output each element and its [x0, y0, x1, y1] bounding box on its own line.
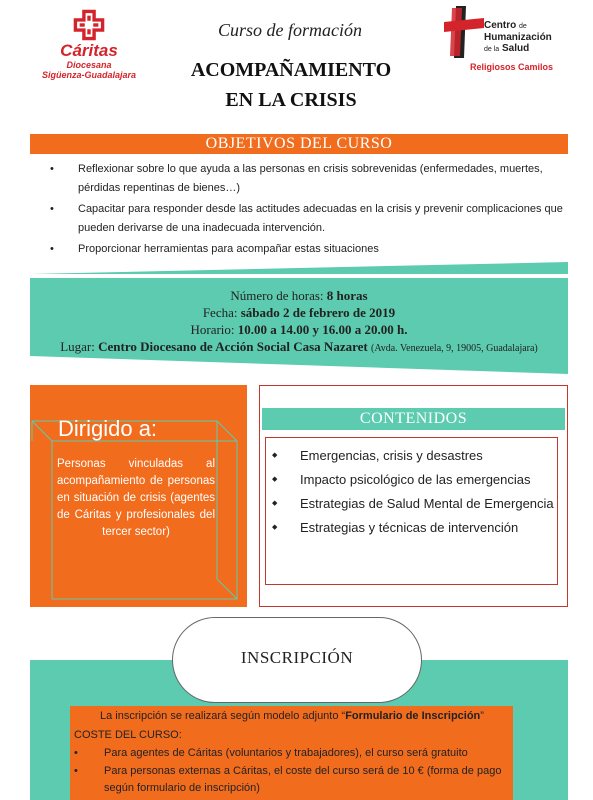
inscripcion-heading: INSCRIPCIÓN [240, 648, 354, 667]
date-value: sábado 2 de febrero de 2019 [240, 305, 396, 320]
schedule-value: 10.00 a 14.00 y 16.00 a 20.00 h. [237, 322, 408, 337]
inscripcion-instructions [100, 710, 484, 722]
caritas-name: Cáritas [60, 41, 118, 60]
dirigido-title: Dirigido a: [58, 416, 158, 441]
teal-wedge [30, 356, 568, 374]
chs-line3: Salud [501, 43, 530, 54]
objetivo-item: • Proporcionar herramientas para acompañar estas situaciones [50, 240, 565, 259]
inscripcion-prefix: La inscripción se realizará según modelo adjunto “ [100, 710, 346, 722]
chs-name [484, 20, 552, 55]
camillian-cross-icon [442, 6, 486, 58]
caritas-cross-icon [72, 8, 106, 42]
place-label: Lugar: [60, 339, 95, 354]
place-address: (Avda. Venezuela, 9, 19005, Guadalajara) [370, 343, 538, 354]
chs-order: Religiosos Camilos [470, 62, 554, 72]
hours-row [30, 287, 568, 304]
date-label: Fecha: [202, 305, 238, 320]
hours-label: Número de horas: [230, 288, 324, 303]
course-type: Curso de formación [218, 20, 362, 40]
contenidos-heading: CONTENIDOS [262, 408, 565, 430]
inscripcion-form-name: Formulario de Inscripción [345, 710, 481, 722]
contenidos-list [272, 444, 554, 540]
coste-item: • Para personas externas a Cáritas, el coste del curso será de 10 € (forma de pago según formulario de inscripción) [74, 763, 510, 797]
objetivo-item: • Capacitar para responder desde las actitudes adecuadas en la crisis y prevenir complicaciones que pueden derivarse de una inadecuada intervención. [50, 200, 565, 238]
hours-value: 8 horas [326, 288, 368, 303]
schedule-label: Horario: [190, 322, 235, 337]
inscripcion-suffix: ” [480, 710, 484, 722]
date-row [30, 304, 568, 321]
contenido-item: ◆ Emergencias, crisis y desastres [272, 444, 554, 468]
teal-divider [30, 262, 568, 274]
course-title-line2: EN LA CRISIS [225, 89, 357, 111]
coste-item: • Para agentes de Cáritas (voluntarios y trabajadores), el curso será gratuito [74, 745, 510, 762]
objetivos-list [50, 160, 565, 261]
coste-label: COSTE DEL CURSO: [74, 729, 182, 741]
objetivo-item: • Reflexionar sobre lo que ayuda a las personas en crisis sobrevenidas (enfermedades, muertes, pérdidas repentinas de bienes…) [50, 160, 565, 198]
coste-list [74, 745, 510, 798]
dirigido-text: Personas vinculadas al acompañamiento de personas en situación de crisis (agentes de Cáritas y profesionales del tercer sector) [57, 458, 215, 538]
chs-line1: Centro [484, 20, 517, 31]
objetivos-heading: OBJETIVOS DEL CURSO [30, 134, 568, 154]
chs-line3-small: de la [484, 46, 500, 53]
schedule-row [30, 321, 568, 338]
caritas-diocese: Diocesana [66, 60, 112, 70]
info-block [30, 278, 568, 356]
chs-line2: Humanización [484, 32, 552, 43]
caritas-logo [30, 8, 148, 88]
course-title [150, 55, 432, 115]
contenido-item: ◆ Estrategias de Salud Mental de Emergencia [272, 492, 554, 516]
chs-logo [440, 6, 580, 82]
caritas-region: Sigüenza-Guadalajara [41, 70, 137, 80]
contenido-item: ◆ Estrategias y técnicas de intervención [272, 516, 554, 540]
contenido-item: ◆ Impacto psicológico de las emergencias [272, 468, 554, 492]
chs-line1-small: de [519, 23, 527, 30]
place-row [30, 338, 568, 357]
course-title-line1: ACOMPAÑAMIENTO [190, 59, 392, 81]
place-value: Centro Diocesano de Acción Social Casa Nazaret [98, 339, 368, 354]
